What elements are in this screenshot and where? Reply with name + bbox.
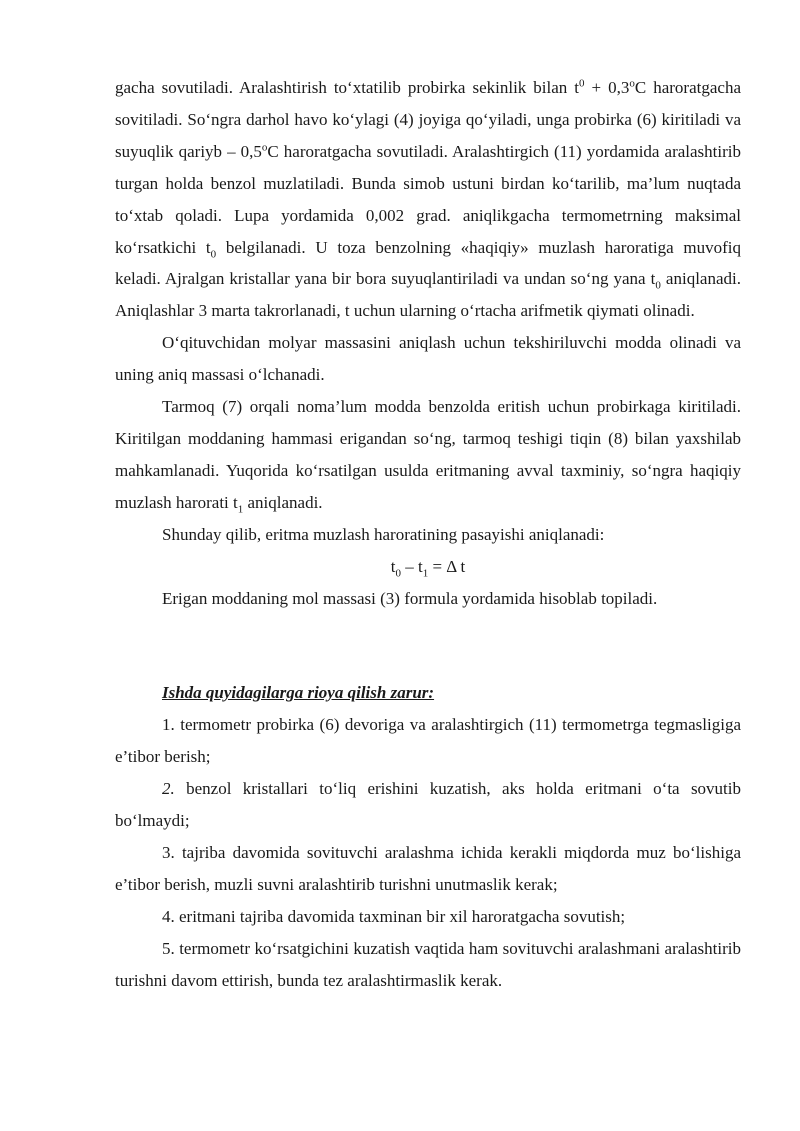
heading-text: Ishda quyidagilarga rioya qilish zarur: — [162, 683, 435, 703]
paragraph-cooling-procedure — [115, 72, 741, 327]
text-run: aniqlanadi. — [243, 492, 323, 512]
text-run: C haroratgacha sovitiladi. So‘ngra darhol havo ko‘ylagi (4) joyiga qo‘yiladi, unga probirka (6) kiritiladi va suyuqlik qariyb – 0,5 — [115, 78, 741, 161]
text-run: Tarmoq (7) orqali noma’lum modda benzolda eritish uchun probirkaga kiritiladi. Kiritilgan moddaning hammasi erigandan so‘ng, tarmoq teshigi tiqin (8) bilan yaxshilab mahkamlanadi. Yuqorida ko‘rsatilgan usulda eritmaning avval taxminiy, so‘ngra haqiqiy muzlash harorati t — [115, 397, 741, 512]
rule-item: 4. eritmani tajriba davomida taxminan bir xil haroratgacha sovutish; — [162, 906, 626, 926]
document-page — [115, 72, 741, 996]
rule-text: benzol kristallari to‘liq erishini kuzatish, aks holda eritmani o‘ta sovutib bo‘lmaydi; — [115, 779, 741, 831]
paragraph-summary: Shunday qilib, eritma muzlash haroratining pasayishi aniqlanadi: — [162, 524, 605, 544]
rule-item: 5. termometr ko‘rsatgichini kuzatish vaqtida ham sovituvchi aralashmani aralashtirib turishni davom ettirish, bunda tez aralashtirmaslik kerak. — [115, 938, 741, 990]
rule-item: 1. termometr probirka (6) devoriga va aralashtirgich (11) termometrga tegmasligiga e’tibor berish; — [115, 715, 741, 767]
superscript: 0 — [579, 77, 585, 90]
text-run: C haroratgacha sovutiladi. Aralashtirgich (11) yordamida aralashtirib turgan holda benzol muzlatiladi. Bunda simob ustuni birdan ko‘tarilib, ma’lum nuqtada to‘xtab qoladi. Lupa yordamida 0,002 grad. aniqlikgacha termometrning maksimal ko‘rsatkichi t — [115, 141, 741, 257]
paragraph-molar-mass: Erigan moddaning mol massasi (3) formula yordamida hisoblab topiladi. — [162, 588, 658, 608]
paragraph-sample-weighing: O‘qituvchidan molyar massasini aniqlash uchun tekshiriluvchi modda olinadi va uning aniq massasi o‘lchanadi. — [115, 333, 741, 385]
text-run: aniqlanadi. Aniqlashlar 3 marta takrorlanadi, t uchun ularning o‘rtacha arifmetik qiymati olinadi. — [115, 269, 741, 321]
rule-number: 2. — [162, 779, 175, 799]
subscript: 0 — [210, 247, 217, 260]
subscript: 1 — [422, 566, 429, 579]
section-heading — [115, 677, 741, 709]
text-run: + 0,3 — [584, 78, 630, 97]
formula-term: = Δ t — [428, 556, 466, 576]
degree-superscript: o — [261, 141, 268, 154]
rule-item — [115, 773, 741, 837]
text-run: belgilanadi. U toza benzolning «haqiqiy» muzlash haroratiga muvofiq keladi. Ajralgan kristallar yana bir bora suyuqlantiriladi va undan so‘ng yana t — [115, 237, 741, 289]
subscript: 0 — [395, 566, 401, 579]
formula-term: – t — [400, 556, 423, 576]
paragraph-dissolution — [115, 391, 741, 519]
formula-delta-t — [115, 551, 741, 583]
subscript: 0 — [655, 279, 661, 292]
subscript: 1 — [237, 503, 244, 516]
rule-item: 3. tajriba davomida sovituvchi aralashma ichida kerakli miqdorda muz bo‘lishiga e’tibor berish, muzli suvni aralashtirib turishni unutmaslik kerak; — [115, 842, 741, 894]
formula-term: t — [390, 556, 396, 576]
text-run: gacha sovutiladi. Aralashtirish to‘xtatilib probirka sekinlik bilan t — [115, 78, 580, 97]
spacer — [115, 614, 741, 677]
degree-superscript: o — [629, 77, 635, 90]
